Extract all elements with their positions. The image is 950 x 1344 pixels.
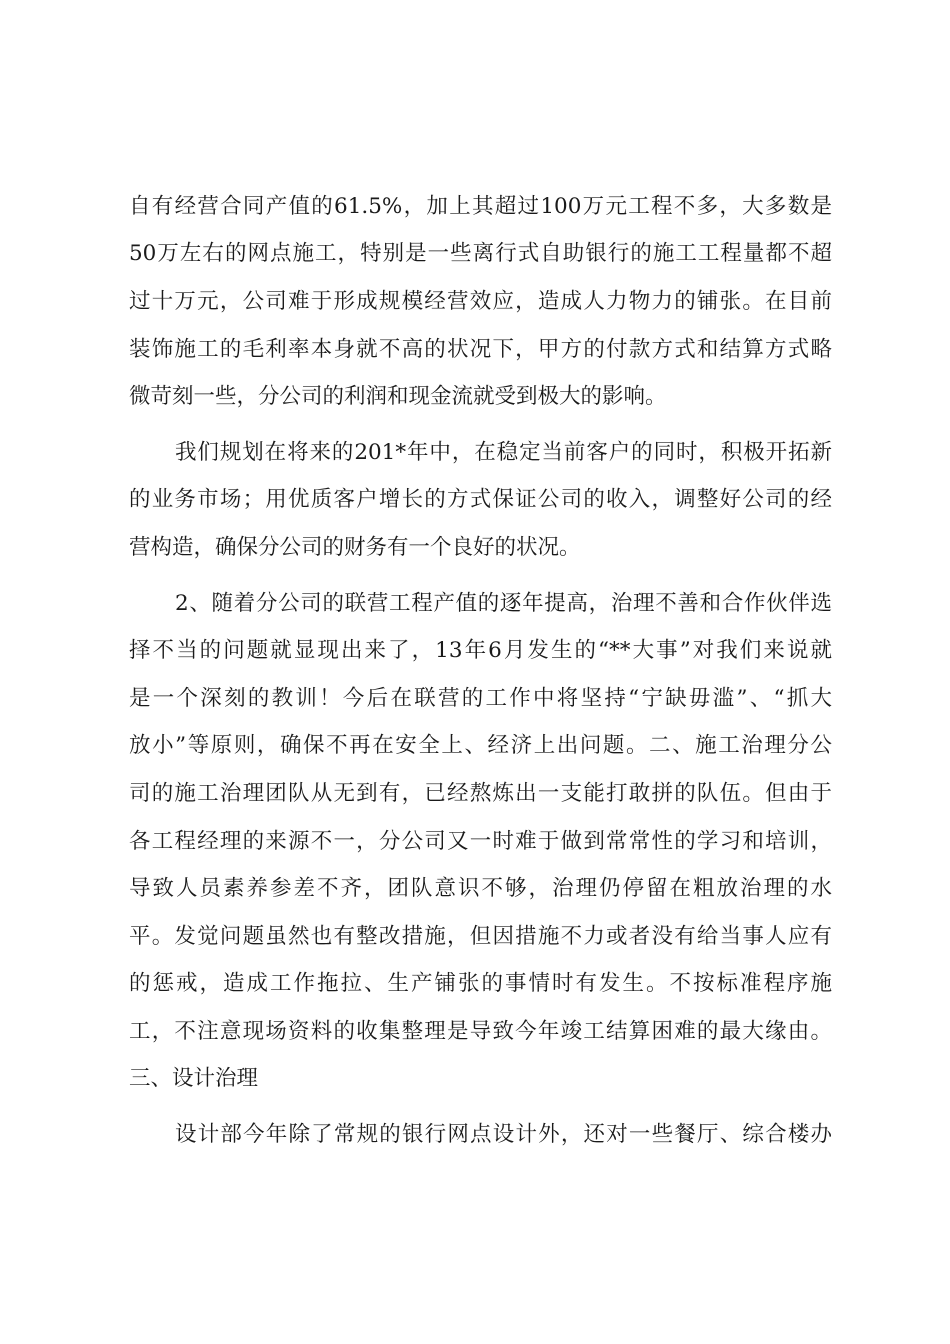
text-line: 设计部今年除了常规的银行网点设计外，还对一些餐厅、综合楼办 [175, 1122, 832, 1147]
text-line: 工，不注意现场资料的收集整理是导致今年竣工结算困难的最大缘由。 [129, 1019, 832, 1044]
text-line: 我们规划在将来的201*年中，在稳定当前客户的同时，积极开拓新 [175, 440, 832, 465]
text-line: 平。发觉问题虽然也有整改措施，但因措施不力或者没有给当事人应有 [129, 924, 832, 949]
text-line: 的业务市场；用优质客户增长的方式保证公司的收入，调整好公司的经 [129, 487, 832, 512]
text-line: 营构造，确保分公司的财务有一个良好的状况。 [129, 535, 581, 560]
text-line: 各工程经理的来源不一，分公司又一时难于做到常常性的学习和培训， [129, 829, 832, 854]
text-line: 的惩戒，造成工作拖拉、生产铺张的事情时有发生。不按标准程序施 [129, 971, 832, 996]
text-line: 自有经营合同产值的61.5%，加上其超过100万元工程不多，大多数是 [129, 194, 832, 219]
text-line: 微苛刻一些，分公司的利润和现金流就受到极大的影响。 [129, 384, 667, 409]
text-line: 装饰施工的毛利率本身就不高的状况下，甲方的付款方式和结算方式略 [129, 337, 832, 362]
text-line: 择不当的问题就显现出来了，13年6月发生的“**大事”对我们来说就 [129, 638, 832, 663]
text-line: 2、随着分公司的联营工程产值的逐年提高，治理不善和合作伙伴选 [175, 591, 832, 616]
text-line: 过十万元，公司难于形成规模经营效应，造成人力物力的铺张。在目前 [129, 289, 832, 314]
text-line: 导致人员素养参差不齐，团队意识不够，治理仍停留在粗放治理的水 [129, 876, 832, 901]
section-heading: 三、设计治理 [129, 1066, 259, 1091]
text-line: 司的施工治理团队从无到有，已经熬炼出一支能打敢拼的队伍。但由于 [129, 781, 832, 806]
text-line: 是一个深刻的教训！今后在联营的工作中将坚持“宁缺毋滥”、“抓大 [129, 686, 832, 711]
text-line: 50万左右的网点施工，特别是一些离行式自助银行的施工工程量都不超 [129, 241, 832, 266]
text-line: 放小”等原则，确保不再在安全上、经济上出问题。二、施工治理分公 [129, 733, 832, 758]
